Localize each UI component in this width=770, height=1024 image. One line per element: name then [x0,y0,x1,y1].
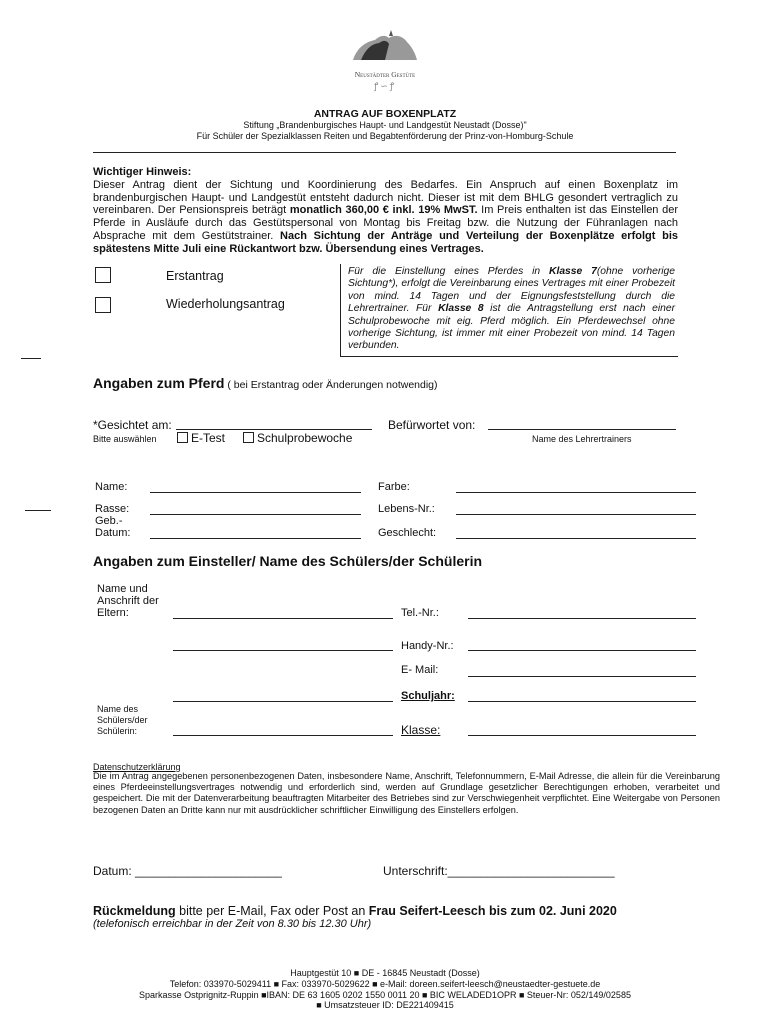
footer-address: Hauptgestüt 10 ■ DE - 16845 Neustadt (Dosse) [290,968,480,978]
header-divider [93,152,676,153]
notice-heading: Wichtiger Hinweis: [93,166,192,178]
form-subtitle-2: Für Schüler der Spezialklassen Reiten und Begabtenförderung der Prinz-von-Homburg-Schule [196,131,574,141]
privacy-text: Die im Antrag angegebenen personenbezogenen Daten, insbesondere Name, Anschrift, Telefonnummern, E-Mail Adresse, die allein für die Vereinbarung eines Pferdeeinstellungsvertrages notwendig und erforderlich sind, werden auf Grundlage gesetzlicher Berechtigungen erhoben, verarbeitet und gespeichert. Die mit der Datenverarbeitung beauftragten Mitarbeiter des Betriebes sind zur Verschwiegenheit verpflichtet. Eine Weitergabe von Personen bezogenen Daten an Dritte kann nur mit ausdrücklicher schriftlicher Einwilligung des Einstellers erfolgen. [93,771,720,815]
geschlecht-label: Geschlecht: [378,527,437,539]
befuerwortet-label: Befürwortet von: [388,418,476,432]
horse-section-heading: Angaben zum Pferd ( bei Erstantrag oder Änderungen notwendig) [93,375,438,391]
privacy-heading: Datenschutzerklärung [93,762,181,772]
logo-emblem-icon: ꝭ∽ꝭ [373,81,397,91]
lebensnr-field[interactable] [456,514,696,515]
erstantrag-label: Erstantrag [166,269,224,283]
unterschrift-field[interactable]: Unterschrift:_________________________ [383,864,615,878]
handy-label: Handy-Nr.: [401,640,454,652]
geburtsdatum-label: Geb.- Datum: [95,515,131,539]
schulprobewoche-option[interactable]: Schulprobewoche [243,431,352,445]
form-subtitle-1: Stiftung „Brandenburgisches Haupt- und Landgestüt Neustadt (Dosse)" [243,120,527,130]
footer-taxid: ■ Umsatzsteuer ID: DE221409415 [316,1000,454,1010]
notice-price: monatlich 360,00 € inkl. 19% MwST. [289,204,478,217]
schuljahr-field[interactable] [468,701,696,702]
horse-logo-icon [345,30,425,64]
schuljahr-label: Schuljahr: [401,690,455,702]
gesichtet-label: *Gesichtet am: [93,418,172,432]
wiederholungsantrag-checkbox[interactable] [95,297,111,313]
geburtsdatum-field[interactable] [150,538,361,539]
farbe-label: Farbe: [378,481,410,493]
tel-label: Tel.-Nr.: [401,607,439,619]
schueler-name-field[interactable] [173,735,393,736]
gesichtet-field[interactable] [176,429,372,430]
footer-bank: Sparkasse Ostprignitz-Ruppin ■IBAN: DE 63 1605 0202 1550 0011 20 ■ BIC WELADED1OPR ■ Steuer-Nr: 052/149/02585 [139,990,631,1000]
owner-section-heading: Angaben zum Einsteller/ Name des Schülers/der Schülerin [93,553,483,569]
wiederholungsantrag-label: Wiederholungsantrag [166,297,285,311]
horse-name-field[interactable] [150,492,361,493]
eltern-field-2[interactable] [173,650,393,651]
handy-field[interactable] [468,650,696,651]
schulprobewoche-checkbox[interactable] [243,432,254,443]
etest-option[interactable]: E-Test [177,431,225,445]
rasse-field[interactable] [150,514,361,515]
eltern-field-3[interactable] [173,701,393,702]
befuerwortet-field[interactable] [488,429,676,430]
notice-part-2: Im Preis enthalten ist das Einstellen der Pferde in Ausläufe durch das Gestütspersonal von Montag bis Freitag bzw. die Nutzung der Führanlagen nach Absprache mit dem Gestütstrainer. [93,204,678,242]
notice-bold-end: Nach Sichtung der Anträge und Verteilung der Boxenplätze erfolgt bis spätestens Mitte Juli eine Rückantwort bzw. Übersendung eines Vertrages. [93,229,678,255]
notice-text [93,179,678,255]
erstantrag-checkbox[interactable] [95,267,111,283]
reply-hours: (telefonisch erreichbar in der Zeit von 8.30 bis 12.30 Uhr) [93,918,372,930]
horse-name-label: Name: [95,481,128,493]
bitte-auswaehlen-label: Bitte auswählen [93,434,157,444]
margin-mark-2 [25,510,51,511]
email-field[interactable] [468,676,696,677]
logo-text: Neustädter Gestüte [354,70,416,79]
form-title: ANTRAG AUF BOXENPLATZ [313,108,457,120]
reply-line: Rückmeldung bitte per E-Mail, Fax oder Post an Frau Seifert-Leesch bis zum 02. Juni 2020 [93,904,617,918]
logo [345,30,425,90]
geschlecht-field[interactable] [456,538,696,539]
schueler-name-label: Name des Schülers/der Schülerin: [97,704,148,736]
farbe-field[interactable] [456,492,696,493]
etest-checkbox[interactable] [177,432,188,443]
klasse-field[interactable] [468,735,696,736]
footer-contact: Telefon: 033970-5029411 ■ Fax: 033970-5029622 ■ e-Mail: doreen.seifert-leesch@neustaedter-gestuete.de [169,979,601,989]
datum-signature-field[interactable]: Datum: ______________________ [93,864,282,878]
note-text: Für die Einstellung eines Pferdes in Klasse 7(ohne vorherige Sichtung*), erfolgt die Vereinbarung eines Vertrages mit einer Probezeit von mind. 14 Tagen und der Eignungsfeststellung durch die Lehrertrainer. Für Klasse 8 ist die Antragstellung erst nach einer Schulprobewoche mit eig. Pferd möglich. Ein Pferdewechsel ohne vorherige Sichtung, ist immer mit einer Probezeit von mind. 14 Tagen verbunden. [348,266,676,352]
lehrertrainer-caption: Name des Lehrertrainers [532,434,632,444]
eltern-field-1[interactable] [173,618,393,619]
tel-field[interactable] [468,618,696,619]
margin-mark-1 [21,358,41,359]
lebensnr-label: Lebens-Nr.: [378,503,435,515]
rasse-label: Rasse: [95,503,130,515]
notice-part-1: Dieser Antrag dient der Sichtung und Koordinierung des Bedarfes. Ein Anspruch auf einen Boxenplatz im brandenburgischen Haupt- und Landgestüt entsteht dadurch nicht. Dieser ist mit dem BHLG gesondert vertraglich zu vereinbaren. Der Pensionspreis beträgt [93,179,678,217]
email-label: E- Mail: [401,664,439,676]
klasse-label: Klasse: [401,723,441,737]
eltern-label: Name und Anschrift der Eltern: [97,583,159,619]
